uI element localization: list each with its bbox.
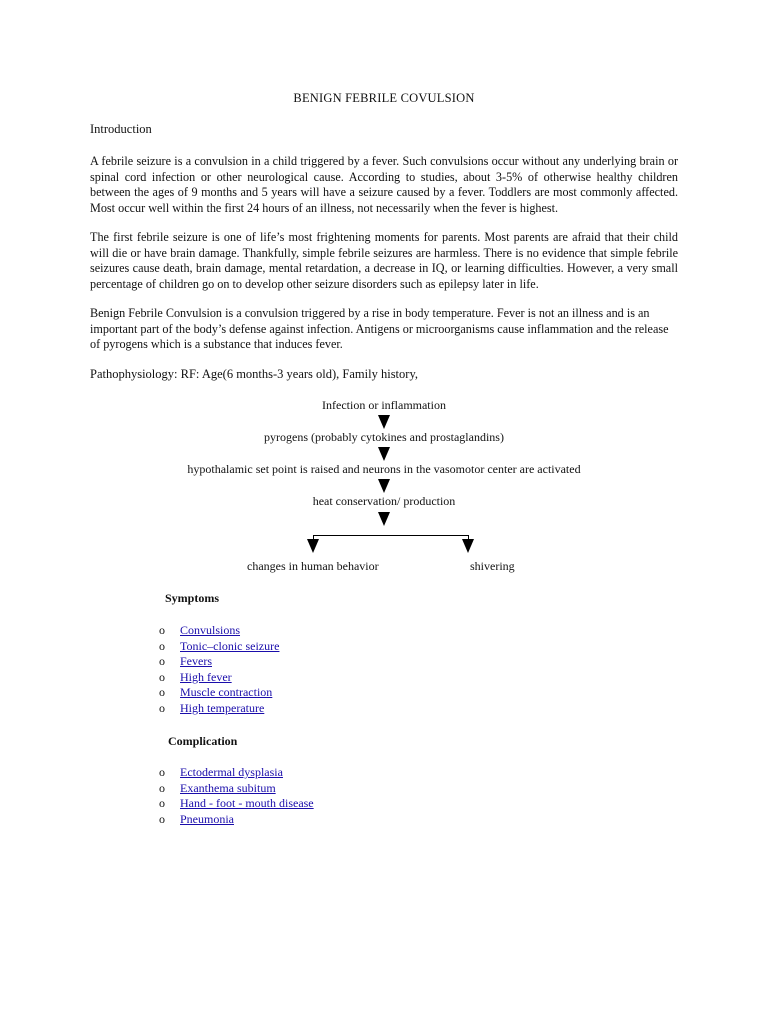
introduction-heading: Introduction [90,122,152,136]
bullet-icon: o [159,638,165,653]
bullet-icon: o [159,623,165,637]
down-arrow-icon [378,512,390,526]
list-item [159,812,314,828]
symptom-link[interactable]: High fever [180,669,232,684]
complication-heading: Complication [168,734,238,748]
flow-branch-behavior: changes in human behavior [247,559,379,573]
bullet-icon: o [159,780,165,795]
list-item [159,654,279,670]
branch-connector-line [313,535,469,536]
paragraph-first-seizure: The first febrile seizure is one of life’s most frightening moments for parents. Most parents are afraid that their child will die or have brain damage. Thankfully, simple febrile seizures are harmless. There is no evidence that simple febrile seizures cause death, brain damage, mental retardation, a decrease in IQ, or learning difficulties. However, a very small percentage of children go on to develop other seizure disorders such as epilepsy later in life. [90,230,678,291]
bullet-icon: o [159,685,165,699]
flow-step-infection: Infection or inflammation [322,398,446,412]
complication-link[interactable]: Ectodermal dysplasia [180,765,283,779]
down-arrow-icon [462,539,474,553]
paragraph-definition: Benign Febrile Convulsion is a convulsion triggered by a rise in body temperature. Fever is not an illness and is an important part of the body’s defense against infection. Antigens or microorganisms cause inflammation and the release of pyrogens which is a substance that induces fever. [90,306,669,351]
symptom-link[interactable]: Convulsions [180,623,241,637]
list-item [159,781,314,797]
flow-step-pyrogens: pyrogens (probably cytokines and prostaglandins) [264,430,504,444]
complication-link[interactable]: Exanthema subitum [180,780,276,795]
down-arrow-icon [378,415,390,429]
bullet-icon: o [159,765,165,779]
complication-link[interactable]: Pneumonia [180,811,234,826]
list-item [159,796,314,812]
bullet-icon: o [159,811,165,826]
symptom-link[interactable]: Tonic–clonic seizure [180,638,280,653]
bullet-icon: o [159,796,165,810]
complication-list [159,765,314,827]
bullet-icon: o [159,700,165,715]
flow-step-hypothalamic: hypothalamic set point is raised and neurons in the vasomotor center are activated [187,462,581,476]
symptom-link[interactable]: Fevers [180,654,212,668]
list-item [159,670,279,686]
symptom-link[interactable]: Muscle contraction [180,685,273,699]
flow-branch-shivering: shivering [470,559,515,573]
list-item [159,639,279,655]
bullet-icon: o [159,654,165,668]
complication-link[interactable]: Hand - foot - mouth disease [180,796,314,810]
symptoms-heading: Symptoms [165,591,220,605]
down-arrow-icon [307,539,319,553]
bullet-icon: o [159,669,165,684]
document-title: BENIGN FEBRILE COVULSION [293,91,475,105]
down-arrow-icon [378,447,390,461]
symptoms-list [159,623,279,716]
list-item [159,623,279,639]
down-arrow-icon [378,479,390,493]
list-item [159,685,279,701]
symptom-link[interactable]: High temperature [180,700,265,715]
flow-step-heat: heat conservation/ production [312,494,456,508]
pathophysiology-line: Pathophysiology: RF: Age(6 months-3 years old), Family history, [90,367,419,381]
paragraph-intro: A febrile seizure is a convulsion in a child triggered by a fever. Such convulsions occur without any underlying brain or spinal cord infection or other neurological cause. According to studies, about 3-5% of otherwise healthy children between the ages of 9 months and 5 years will have a seizure caused by a fever. Toddlers are most commonly affected. Most occur well within the first 24 hours of an illness, not necessarily when the fever is highest. [90,154,678,215]
list-item [159,765,314,781]
list-item [159,701,279,717]
